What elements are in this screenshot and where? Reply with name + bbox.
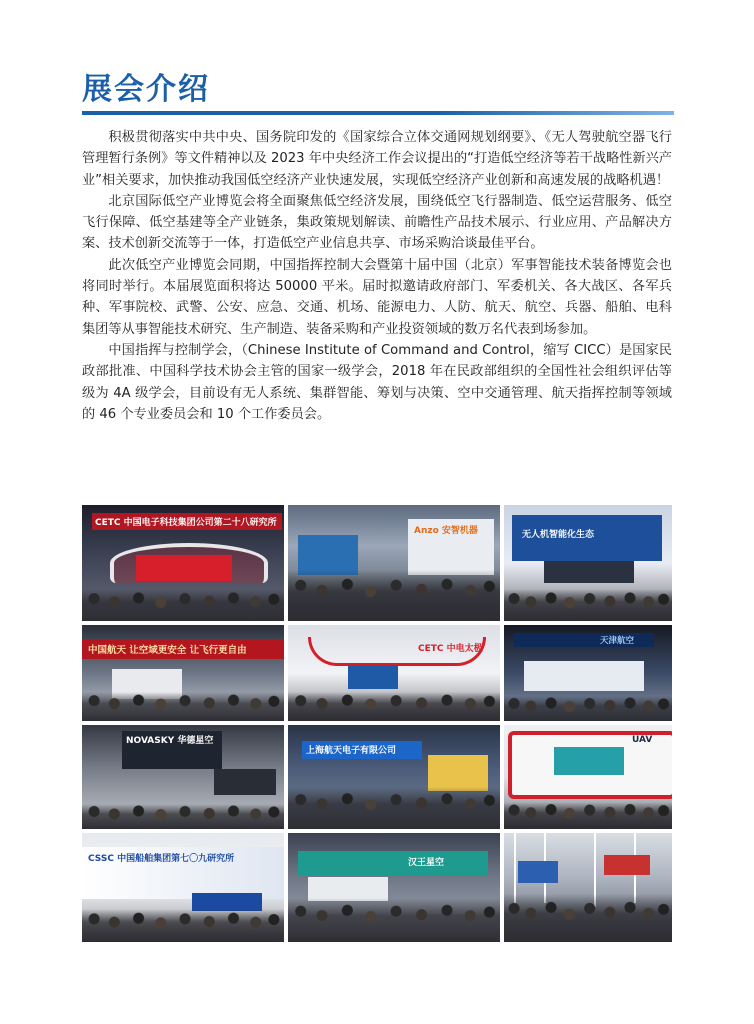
- exhibition-photo: [504, 833, 672, 942]
- paragraph-1: 积极贯彻落实中共中央、国务院印发的《国家综合立体交通网规划纲要》、《无人驾驶航空器飞行管理暂行条例》等文件精神以及 2023 年中央经济工作会议提出的“打造低空经济等若干战略性新兴产业”相关要求，加快推动我国低空经济产业快速发展，实现低空经济产业创新和高速发展的战略机遇！: [82, 130, 672, 188]
- paragraph-3: 此次低空产业博览会同期，中国指挥控制大会暨第十届中国（北京）军事智能技术装备博览会也将同时举行。本届展览面积将达 50000 平米。届时拟邀请政府部门、军委机关、各大战区、各军兵种、军事院校、武警、公安、应急、交通、机场、能源电力、人防、航天、航空、兵器、船舶、电科集团等从事智能技术研究、生产制造、装备采购和产业投资领域的数万名代表到场参加。: [82, 257, 672, 337]
- page-title: 展会介绍: [82, 72, 210, 107]
- booth-sign: 无人机智能化生态: [522, 530, 595, 540]
- exhibition-photo: [504, 505, 672, 621]
- exhibition-photo: [504, 625, 672, 721]
- booth-sign: 上海航天电子有限公司: [306, 746, 397, 756]
- exhibition-photo: [288, 625, 500, 721]
- booth-sign: 天津航空: [600, 636, 635, 646]
- exhibition-photo: [504, 725, 672, 829]
- booth-sign: UAV: [632, 735, 653, 745]
- exhibition-photo: [82, 505, 284, 621]
- booth-sign: 中国航天 让空域更安全 让飞行更自由: [88, 645, 247, 656]
- exhibition-photo: [82, 725, 284, 829]
- booth-sign: CETC 中国电子科技集团公司第二十八研究所: [92, 513, 282, 530]
- booth-sign: NOVASKY 华德星空: [126, 736, 214, 746]
- booth-sign: Anzo 安智机器: [414, 526, 478, 536]
- exhibition-photo: [288, 725, 500, 829]
- exhibition-photo: [288, 505, 500, 621]
- exhibition-photo-gallery: [82, 505, 672, 942]
- booth-sign: 汉王星空: [408, 858, 445, 868]
- paragraph-4: 中国指挥与控制学会，（Chinese Institute of Command and Control，缩写 CICC）是国家民政部批准、中国科学技术协会主管的国家一级学会，2018 年在民政部组织的全国性社会组织评估等级为 4A 级学会，目前设有无人系统、集群智能、筹划与决策、空中交通管理、航天指挥控制等领域的 46 个专业委员会和 10 个工作委员会。: [82, 342, 672, 422]
- paragraph-2: 北京国际低空产业博览会将全面聚焦低空经济发展，围绕低空飞行器制造、低空运营服务、低空飞行保障、低空基建等全产业链条，集政策规划解读、前瞻性产品技术展示、行业应用、产品解决方案、技术创新交流等于一体，打造低空产业信息共享、市场采购洽谈最佳平台。: [82, 193, 672, 252]
- exhibition-photo: [82, 833, 284, 942]
- exhibition-photo: [82, 625, 284, 721]
- booth-sign: CSSC 中国船舶集团第七〇九研究所: [88, 854, 235, 864]
- booth-sign: CETC 中电太极: [418, 644, 483, 654]
- intro-text: [82, 127, 672, 425]
- title-underline: [82, 111, 674, 115]
- exhibition-photo: [288, 833, 500, 942]
